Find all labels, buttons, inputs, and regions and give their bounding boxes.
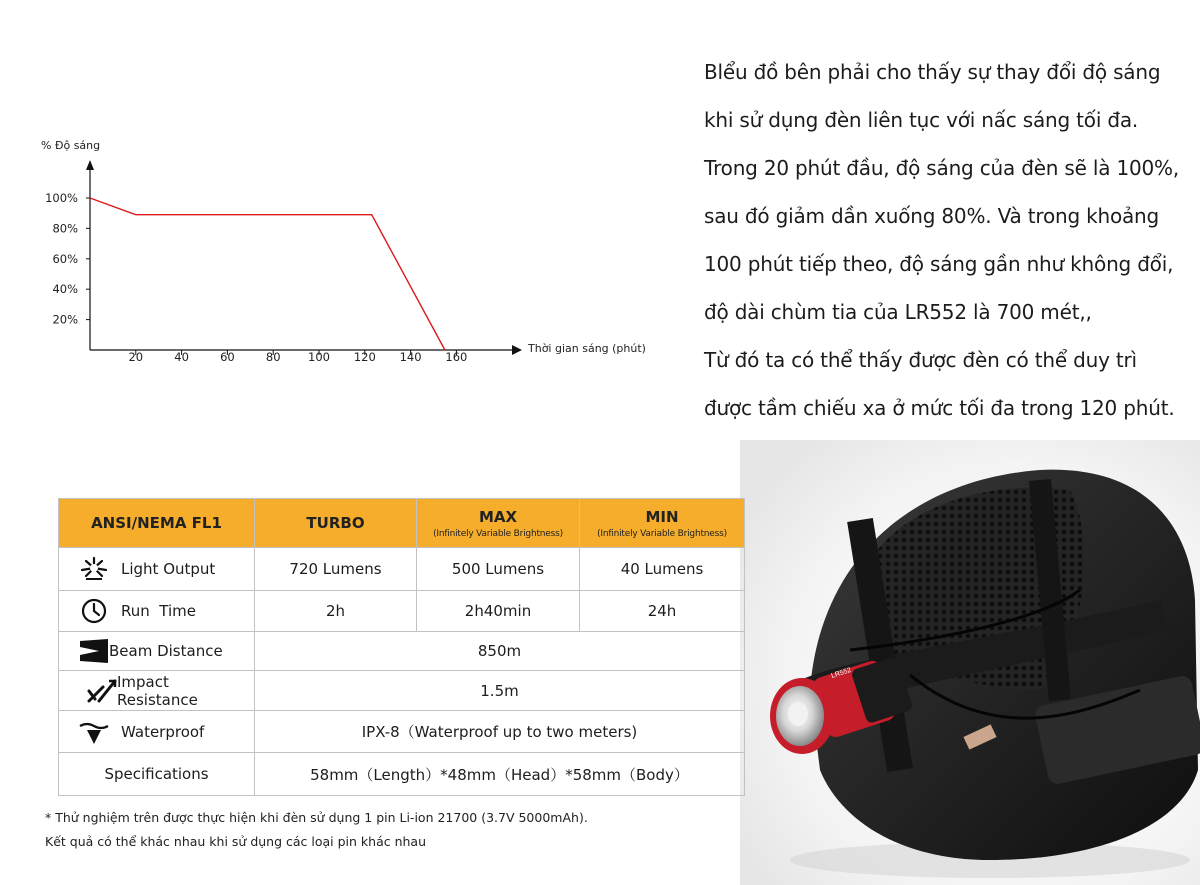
x-axis-title: Thời gian sáng (phút) xyxy=(528,342,646,355)
beam-icon xyxy=(77,637,103,665)
header-min-label: MIN xyxy=(645,507,679,526)
y-axis-title: % Độ sáng xyxy=(41,139,101,152)
burst-icon xyxy=(77,555,111,583)
y-tick-label: 80% xyxy=(52,221,78,236)
x-tick-label: 60 xyxy=(220,350,235,364)
series-group xyxy=(90,198,445,350)
x-tick-label: 40 xyxy=(174,350,189,364)
clock-icon xyxy=(77,597,111,625)
footnote-line: * Thử nghiệm trên được thực hiện khi đèn sử dụng 1 pin Li-ion 21700 (3.7V 5000mAh). xyxy=(45,810,588,825)
y-tick-label: 40% xyxy=(52,282,78,297)
cell-value: 850m xyxy=(255,632,745,671)
row-label: Waterproof xyxy=(121,722,205,741)
cell-min: 24h xyxy=(580,591,745,632)
x-tick-label: 120 xyxy=(353,350,376,364)
header-max-label: MAX xyxy=(478,507,518,526)
description-line: độ dài chùm tia của LR552 là 700 mét,, xyxy=(704,300,1092,324)
description-line: sau đó giảm dần xuống 80%. Và trong khoảng xyxy=(704,204,1160,228)
row-label-cell xyxy=(59,632,255,671)
cell-max: 2h40min xyxy=(417,591,580,632)
header-max xyxy=(417,499,580,548)
cell-turbo: 2h xyxy=(255,591,417,632)
table-row xyxy=(59,671,745,711)
description-line: được tầm chiếu xa ở mức tối đa trong 120 phút. xyxy=(704,396,1175,420)
product-photo xyxy=(740,440,1200,885)
description-block xyxy=(704,52,1194,436)
header-max-sub: (Infinitely Variable Brightness) xyxy=(433,528,563,539)
x-tick-label: 100 xyxy=(308,350,330,364)
footnote-line: Kết quả có thể khác nhau khi sử dụng các loại pin khác nhau xyxy=(45,834,427,849)
description-line: Blểu đồ bên phải cho thấy sự thay đổi độ sáng xyxy=(704,60,1161,84)
header-standard: ANSI/NEMA FL1 xyxy=(59,499,255,548)
x-tick-group xyxy=(128,350,467,364)
x-axis-arrow-icon xyxy=(512,345,522,355)
cell-value: 58mm（Length）*48mm（Head）*58mm（Body） xyxy=(255,753,745,796)
x-tick-label: 20 xyxy=(128,350,144,364)
y-axis xyxy=(86,160,94,350)
y-tick-label: 100% xyxy=(45,191,78,205)
spec-table xyxy=(58,498,745,796)
description-line: khi sử dụng đèn liên tục với nấc sáng tối đa. xyxy=(704,108,1139,132)
x-tick-label: 140 xyxy=(399,350,422,364)
description-line: Từ đó ta có thể thấy được đèn có thể duy trì xyxy=(704,348,1137,372)
y-tick-label: 60% xyxy=(52,251,78,266)
brightness-chart xyxy=(0,0,700,420)
cell-turbo: 720 Lumens xyxy=(255,548,417,591)
header-turbo: TURBO xyxy=(255,499,417,548)
row-label: Impact Resistance xyxy=(117,672,198,709)
x-tick-label: 160 xyxy=(445,350,468,364)
y-tick-label: 20% xyxy=(52,312,78,327)
cell-value: IPX-8（Waterproof up to two meters) xyxy=(255,711,745,753)
table-row xyxy=(59,711,745,753)
description-line: Trong 20 phút đầu, độ sáng của đèn sẽ là 100%, xyxy=(704,156,1180,180)
water-drop-icon xyxy=(77,718,111,746)
row-label-cell xyxy=(59,548,255,591)
y-tick-group xyxy=(45,191,90,327)
row-label-cell xyxy=(59,711,255,753)
header-min xyxy=(580,499,745,548)
table-row xyxy=(59,548,745,591)
row-label: Beam Distance xyxy=(109,642,223,660)
table-row xyxy=(59,591,745,632)
cell-min: 40 Lumens xyxy=(580,548,745,591)
series-line xyxy=(90,198,445,350)
row-label-cell xyxy=(59,671,255,711)
table-header-row xyxy=(59,499,745,548)
cell-value: 1.5m xyxy=(255,671,745,711)
y-axis-arrow-icon xyxy=(86,160,94,170)
headlamp-brand-text: LR552 xyxy=(830,666,853,680)
row-label-cell xyxy=(59,591,255,632)
cell-max: 500 Lumens xyxy=(417,548,580,591)
row-label-cell: Specifications xyxy=(59,753,255,796)
impact-icon xyxy=(85,677,111,705)
row-label: Light Output xyxy=(121,560,216,578)
x-tick-label: 80 xyxy=(265,350,281,364)
header-min-sub: (Infinitely Variable Brightness) xyxy=(597,528,727,539)
row-label: Run Time xyxy=(121,602,197,620)
table-row xyxy=(59,753,745,796)
table-row xyxy=(59,632,745,671)
description-line: 100 phút tiếp theo, độ sáng gần như không đổi, xyxy=(704,252,1174,276)
